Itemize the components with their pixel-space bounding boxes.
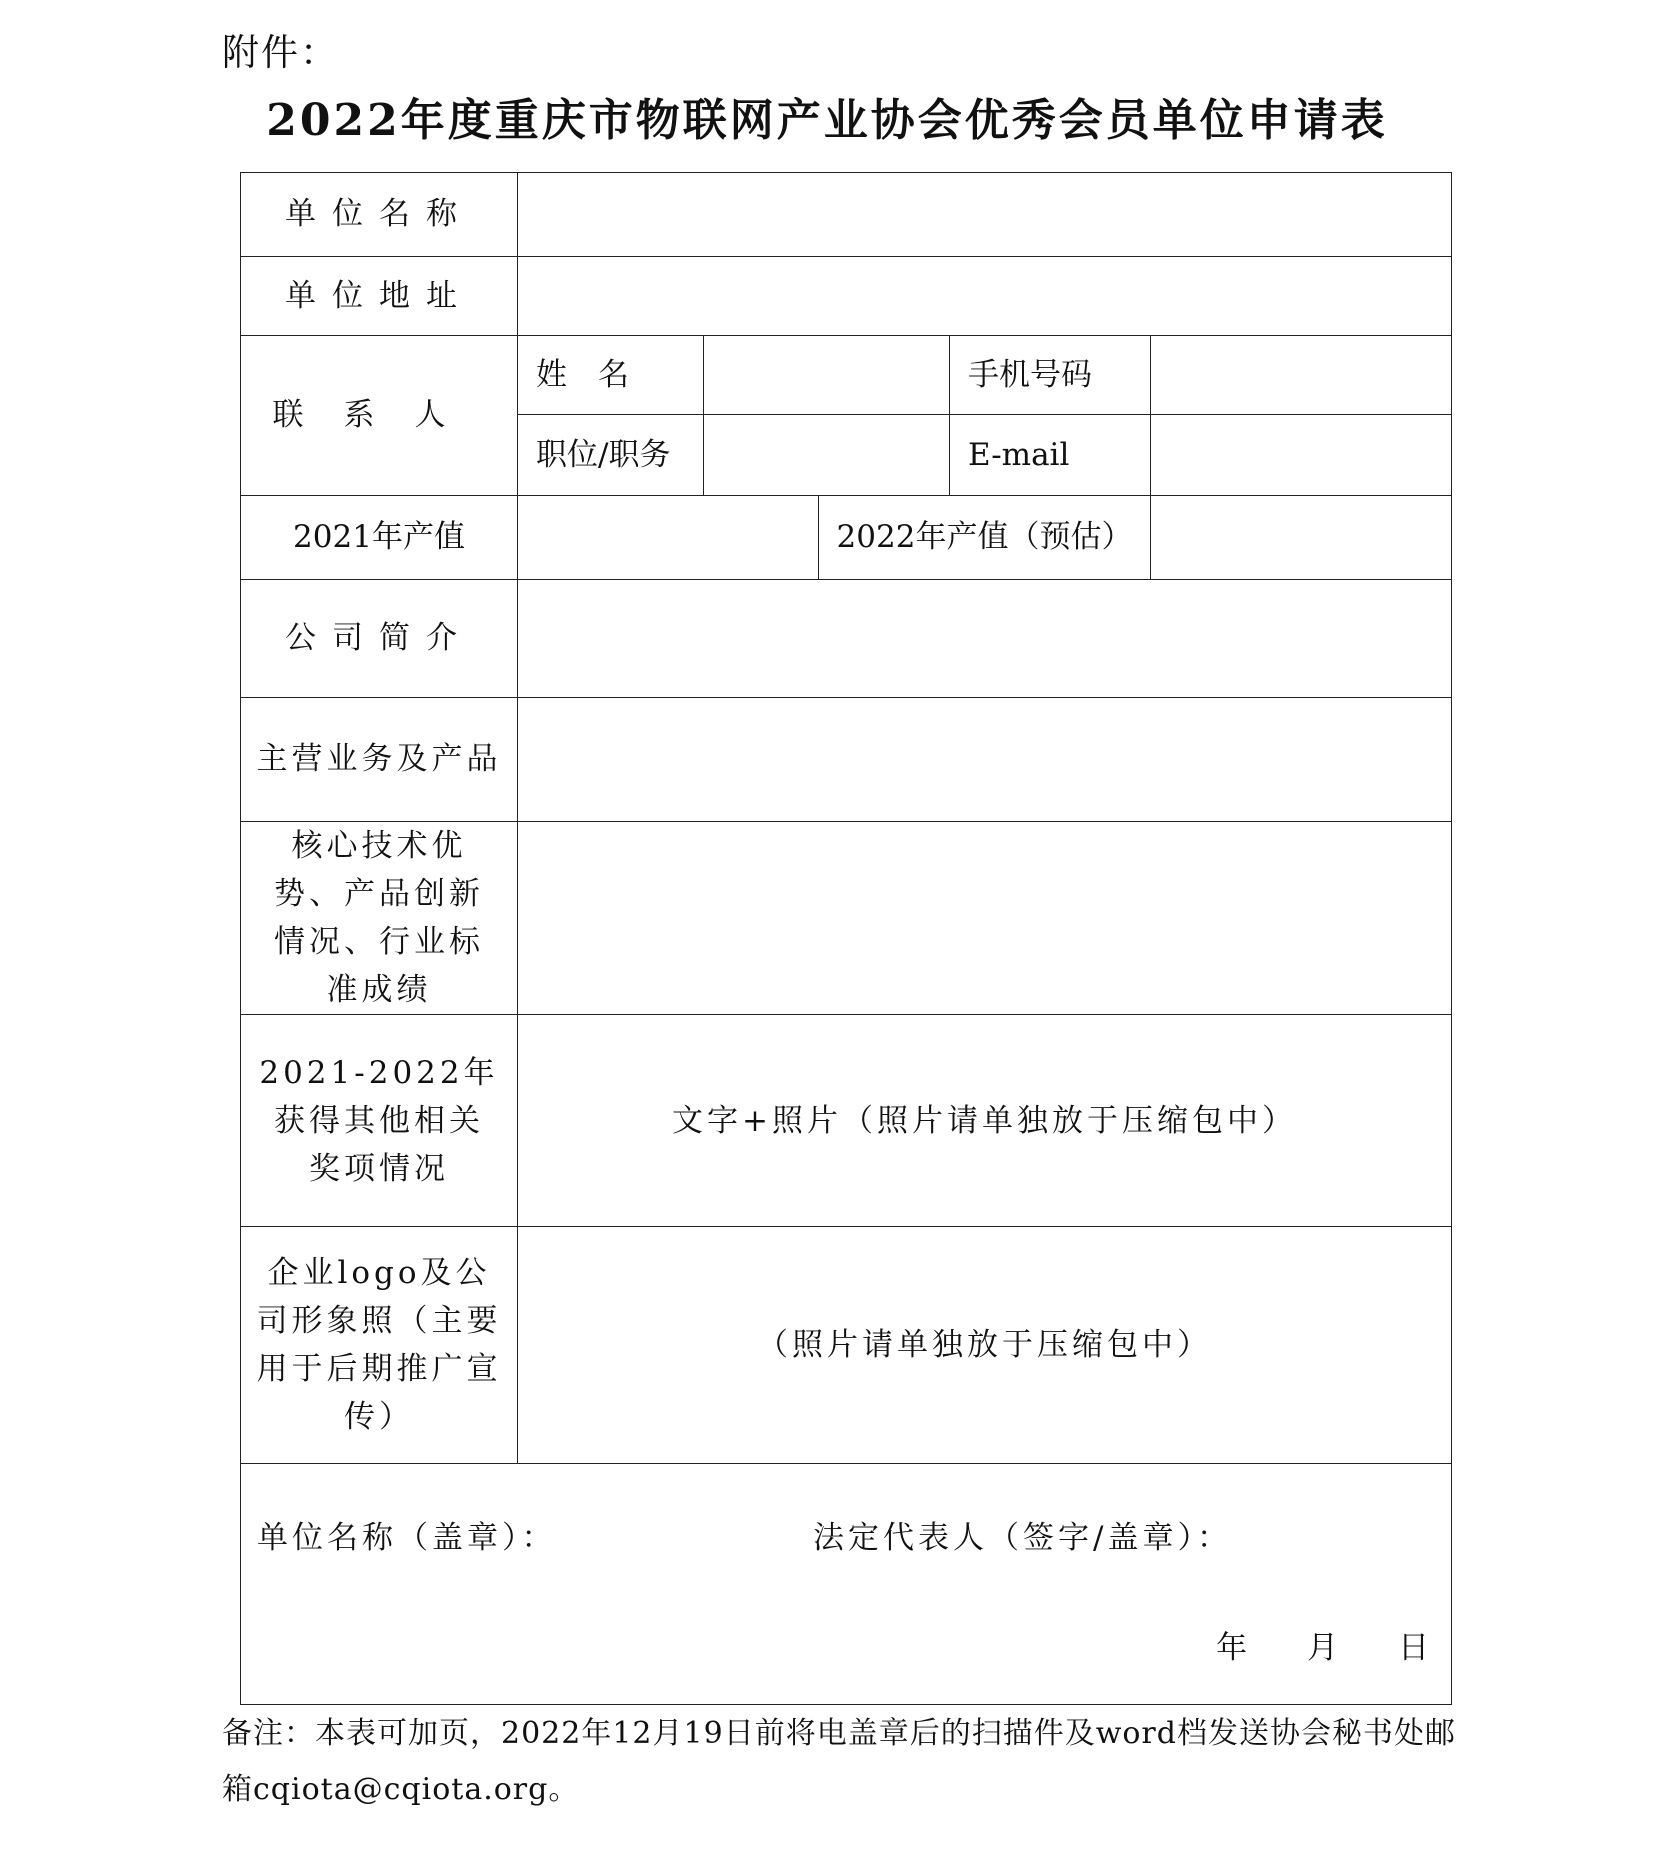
main-business-field[interactable]	[518, 698, 1452, 822]
output-2021-label: 2021年产值	[241, 496, 518, 580]
contact-position-field[interactable]	[704, 415, 950, 496]
core-tech-label: 核心技术优势、产品创新情况、行业标准成绩	[241, 822, 518, 1015]
contact-email-label: E-mail	[950, 415, 1151, 496]
awards-label: 2021-2022年获得其他相关奖项情况	[241, 1015, 518, 1227]
company-intro-label: 公司简介	[241, 580, 518, 698]
signature-section	[241, 1464, 1452, 1705]
footnote: 备注：本表可加页，2022年12月19日前将电盖章后的扫描件及word档发送协会秘书处邮箱cqiota@cqiota.org。	[222, 1716, 1456, 1807]
contact-email-field[interactable]	[1151, 415, 1452, 496]
main-business-label: 主营业务及产品	[241, 698, 518, 822]
output-2022-label: 2022年产值（预估）	[819, 496, 1151, 580]
application-form-table	[240, 172, 1452, 1705]
contact-label: 联系人	[241, 336, 518, 496]
logo-hint[interactable]: （照片请单独放于压缩包中）	[518, 1227, 1452, 1464]
contact-name-field[interactable]	[704, 336, 950, 415]
signature-date	[1216, 1624, 1429, 1672]
date-year: 年	[1216, 1630, 1248, 1667]
awards-hint[interactable]: 文字+照片（照片请单独放于压缩包中）	[518, 1015, 1452, 1227]
unit-name-field[interactable]	[518, 173, 1452, 257]
date-month: 月	[1307, 1630, 1339, 1667]
unit-address-label: 单位地址	[241, 257, 518, 336]
unit-seal-label: 单位名称（盖章）：	[257, 1520, 557, 1557]
page-title: 2022年度重庆市物联网产业协会优秀会员单位申请表	[266, 95, 1388, 146]
date-day: 日	[1398, 1630, 1430, 1667]
output-2022-field[interactable]	[1151, 496, 1452, 580]
output-2021-field[interactable]	[518, 496, 819, 580]
contact-position-label: 职位/职务	[518, 415, 704, 496]
contact-phone-field[interactable]	[1151, 336, 1452, 415]
company-intro-field[interactable]	[518, 580, 1452, 698]
legal-representative-label: 法定代表人（签字/盖章）：	[813, 1520, 1232, 1557]
unit-address-field[interactable]	[518, 257, 1452, 336]
unit-name-label: 单位名称	[241, 173, 518, 257]
contact-name-label: 姓 名	[518, 336, 704, 415]
logo-label: 企业logo及公司形象照（主要用于后期推广宣传）	[241, 1227, 518, 1464]
core-tech-field[interactable]	[518, 822, 1452, 1015]
contact-phone-label: 手机号码	[950, 336, 1151, 415]
attachment-label: 附件：	[222, 31, 339, 74]
